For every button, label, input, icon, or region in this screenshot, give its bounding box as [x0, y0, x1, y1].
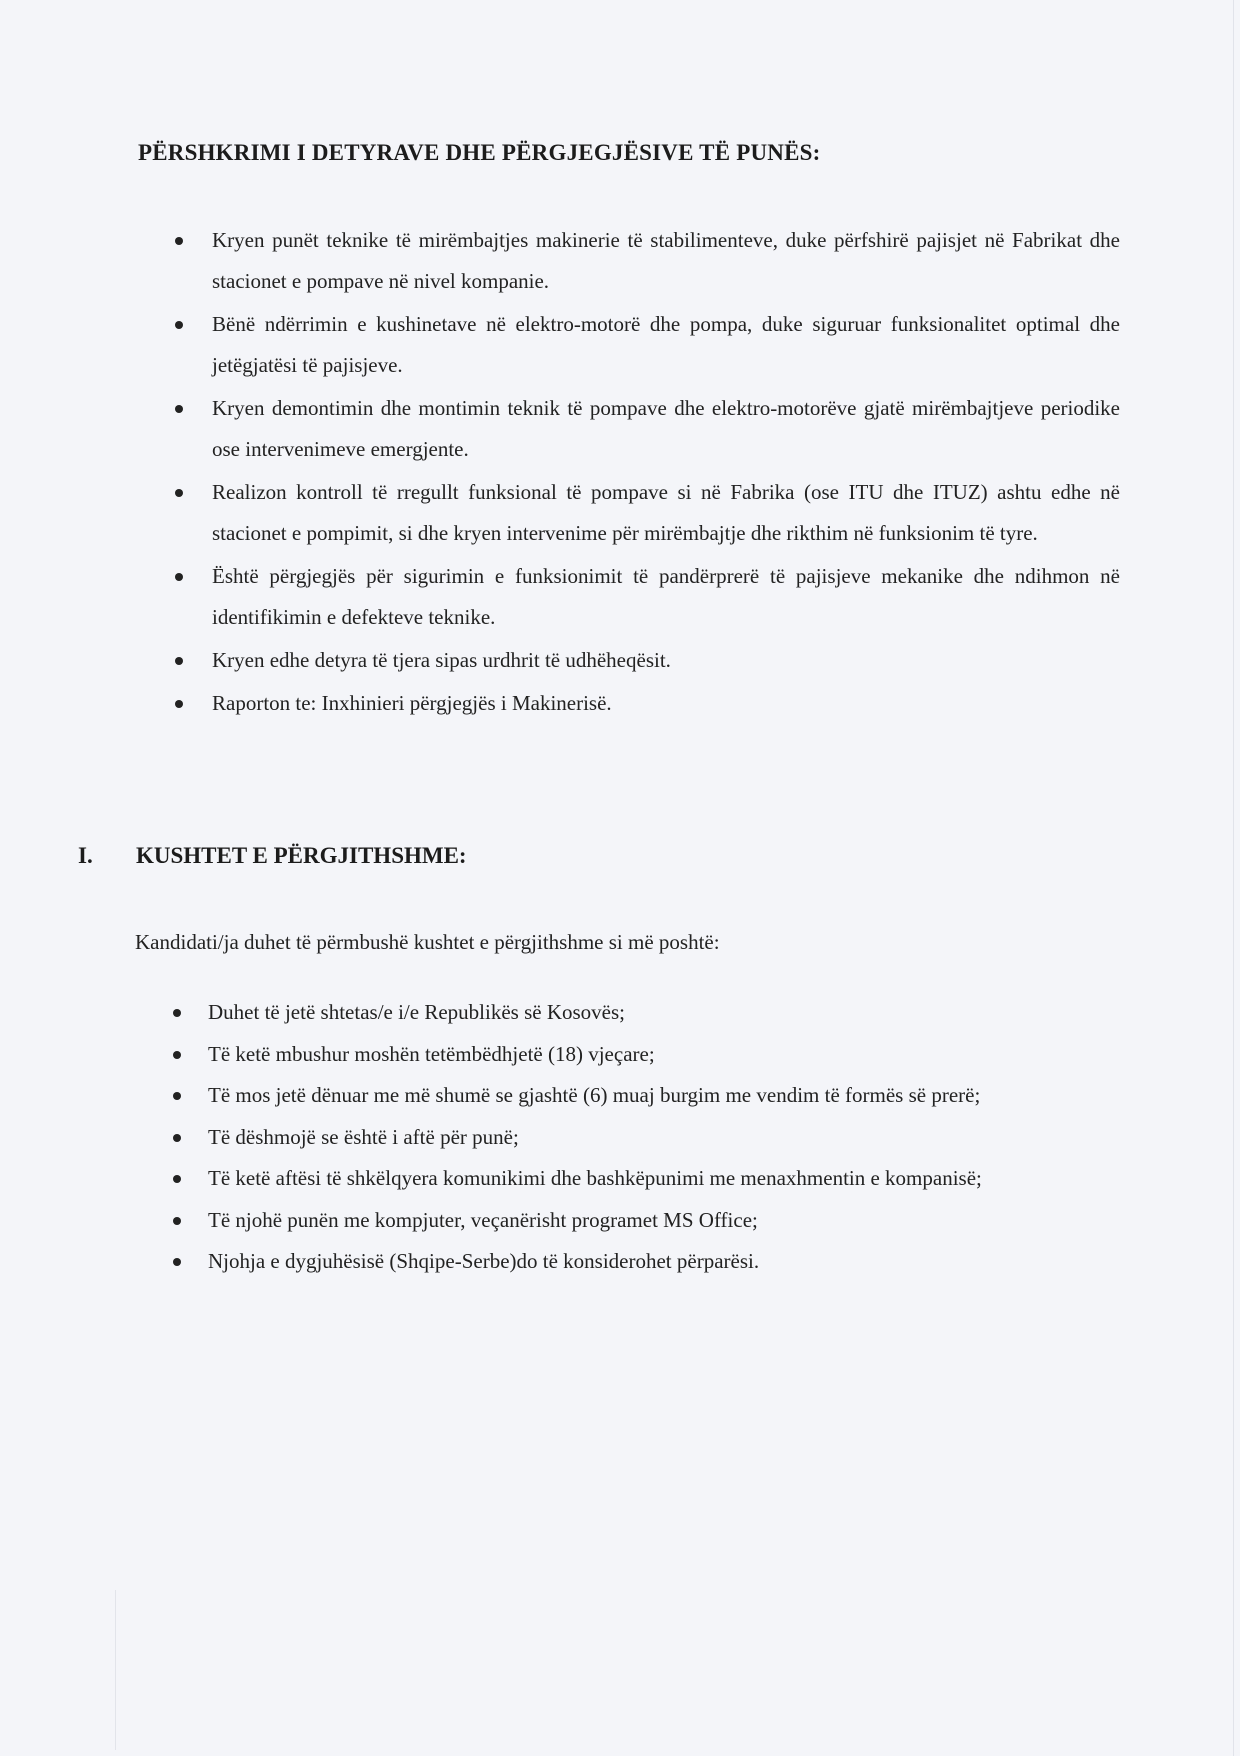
general-conditions-heading — [78, 843, 467, 869]
condition-item: Të ketë mbushur moshën tetëmbëdhjetë (18) vjeçare; — [160, 1034, 1120, 1076]
duties-list — [160, 220, 1120, 726]
condition-item: Të njohë punën me kompjuter, veçanërisht programet MS Office; — [160, 1200, 1120, 1242]
duty-item: Realizon kontroll të rregullt funksional të pompave si në Fabrika (ose ITU dhe ITUZ) ashtu edhe në stacionet e pompimit, si dhe kryen intervenime për mirëmbajtje dhe rikthim në funksionim të tyre. — [160, 472, 1120, 554]
duty-item: Bënë ndërrimin e kushinetave në elektro-motorë dhe pompa, duke siguruar funksionalitet optimal dhe jetëgjatësi të pajisjeve. — [160, 304, 1120, 386]
duty-item: Kryen edhe detyra të tjera sipas urdhrit të udhëheqësit. — [160, 640, 1120, 681]
scan-edge-line — [1233, 0, 1234, 1756]
section-number: I. — [78, 843, 93, 868]
duties-heading: PËRSHKRIMI I DETYRAVE DHE PËRGJEGJËSIVE TË PUNËS: — [138, 140, 821, 165]
duty-item: Kryen demontimin dhe montimin teknik të pompave dhe elektro-motorëve gjatë mirëmbajtjeve periodike ose intervenimeve emergjente. — [160, 388, 1120, 470]
scan-artifact-line — [115, 1590, 116, 1750]
condition-item: Njohja e dygjuhësisë (Shqipe-Serbe)do të konsiderohet përparësi. — [160, 1241, 1120, 1283]
condition-item: Të ketë aftësi të shkëlqyera komunikimi dhe bashkëpunimi me menaxhmentin e kompanisë; — [160, 1158, 1120, 1200]
conditions-list — [160, 992, 1120, 1283]
conditions-intro: Kandidati/ja duhet të përmbushë kushtet e përgjithshme si më poshtë: — [135, 930, 720, 954]
condition-item: Të dëshmojë se është i aftë për punë; — [160, 1117, 1120, 1159]
condition-item: Duhet të jetë shtetas/e i/e Republikës së Kosovës; — [160, 992, 1120, 1034]
duty-item: Është përgjegjës për sigurimin e funksionimit të pandërprerë të pajisjeve mekanike dhe ndihmon në identifikimin e defekteve teknike. — [160, 556, 1120, 638]
condition-item: Të mos jetë dënuar me më shumë se gjashtë (6) muaj burgim me vendim të formës së prerë; — [160, 1075, 1120, 1117]
duty-item: Raporton te: Inxhinieri përgjegjës i Makinerisë. — [160, 683, 1120, 724]
section-title: KUSHTET E PËRGJITHSHME: — [136, 843, 467, 868]
duty-item: Kryen punët teknike të mirëmbajtjes makinerie të stabilimenteve, duke përfshirë pajisjet në Fabrikat dhe stacionet e pompave në nivel kompanie. — [160, 220, 1120, 302]
